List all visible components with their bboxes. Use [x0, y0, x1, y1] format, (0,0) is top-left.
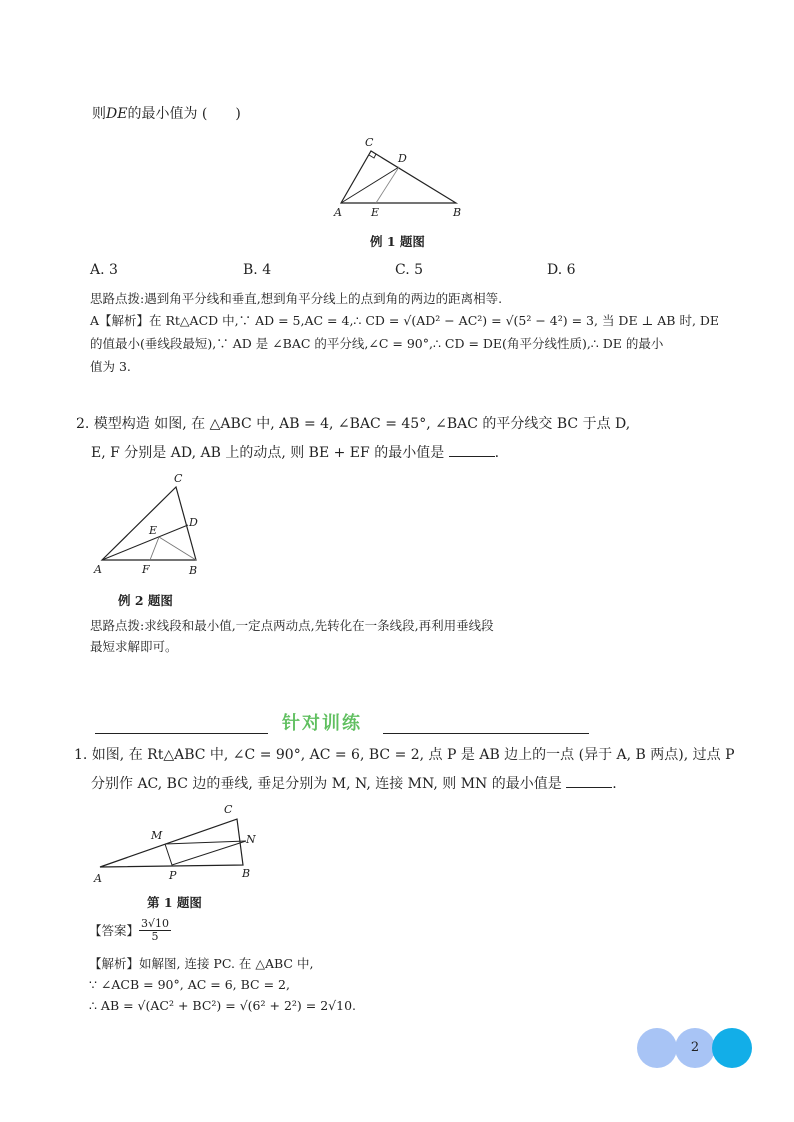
analysis-3-line3: ∴ AB = √(AC² + BC²) = √(6² + 2²) = 2√10. [89, 998, 356, 1013]
label-A: A [334, 206, 342, 219]
period: . [612, 776, 617, 792]
question-2-line2 [91, 442, 499, 464]
label-P: P [169, 869, 177, 882]
answer [89, 918, 171, 943]
figure-2-caption: 例 2 题图 [118, 593, 173, 608]
hint-2-line1: 思路点拨:求线段和最小值,一定点两动点,先转化在一条线段,再利用垂线段 [90, 618, 494, 633]
figure-1 [325, 133, 470, 223]
figure-3 [92, 800, 267, 888]
numerator: 3√10 [141, 917, 170, 930]
problem-1-text: 分别作 AC, BC 边的垂线, 垂足分别为 M, N, 连接 MN, 则 MN 的最小值是 [91, 776, 562, 792]
text-suffix: 的最小值为 ( ) [127, 106, 241, 122]
label-C: C [224, 803, 233, 816]
choice-a: A. 3 [90, 262, 118, 278]
text-var: DE [106, 106, 128, 122]
analysis-1-line1: A【解析】在 Rt△ACD 中,∵ AD = 5,AC = 4,∴ CD = √(AD² − AC²) = √(5² − 4²) = 3, 当 DE ⊥ AB 时, DE [90, 313, 720, 328]
answer-label: 【答案】 [89, 923, 140, 938]
period: . [494, 445, 500, 461]
label-M: M [151, 829, 163, 842]
choice-d: D. 6 [547, 262, 576, 278]
question-2-text: E, F 分别是 AD, AB 上的动点, 则 BE + EF 的最小值是 [91, 445, 445, 461]
analysis-3-line2: ∵ ∠ACB = 90°, AC = 6, BC = 2, [89, 977, 290, 992]
analysis-1-line3: 值为 3. [90, 359, 131, 374]
problem-1-line2 [91, 773, 617, 795]
label-N: N [246, 833, 256, 846]
hint-2-line2: 最短求解即可。 [90, 639, 178, 654]
label-F: F [142, 563, 150, 576]
label-B: B [189, 564, 198, 577]
page-number: 2 [690, 1040, 700, 1055]
denominator: 5 [151, 930, 159, 943]
label-D: D [189, 516, 198, 529]
choice-b: B. 4 [243, 262, 272, 278]
analysis-3-line1: 【解析】如解图, 连接 PC. 在 △ABC 中, [89, 956, 314, 971]
question-2-line1: 2. 模型构造 如图, 在 △ABC 中, AB = 4, ∠BAC = 45°, ∠BAC 的平分线交 BC 于点 D, [76, 416, 631, 432]
answer-blank [449, 442, 495, 457]
question-tail [92, 104, 241, 125]
section-rule-right [383, 733, 589, 734]
text-prefix: 则 [92, 106, 106, 122]
label-B: B [453, 206, 462, 219]
section-title: 针对训练 [282, 713, 362, 734]
label-E: E [149, 524, 158, 537]
label-D: D [398, 152, 407, 165]
answer-blank [566, 773, 612, 788]
label-A: A [94, 563, 102, 576]
label-E: E [371, 206, 380, 219]
analysis-1-line2: 的值最小(垂线段最短),∵ AD 是 ∠BAC 的平分线,∠C = 90°,∴ CD = DE(角平分线性质),∴ DE 的最小 [90, 336, 664, 351]
hint-1: 思路点拨:遇到角平分线和垂直,想到角平分线上的点到角的两边的距离相等. [90, 291, 503, 306]
section-rule-left [95, 733, 268, 734]
figure-3-caption: 第 1 题图 [147, 895, 202, 910]
label-C: C [365, 136, 374, 149]
page-circle-right [712, 1028, 752, 1068]
label-A: A [94, 872, 102, 885]
label-C: C [174, 472, 183, 485]
page-circle-left [637, 1028, 677, 1068]
choice-c: C. 5 [395, 262, 424, 278]
problem-1-line1: 1. 如图, 在 Rt△ABC 中, ∠C = 90°, AC = 6, BC = 2, 点 P 是 AB 边上的一点 (异于 A, B 两点), 过点 P [74, 747, 735, 763]
figure-2 [88, 470, 218, 582]
figure-1-caption: 例 1 题图 [370, 234, 425, 249]
label-B: B [242, 867, 251, 880]
answer-fraction [139, 918, 171, 943]
